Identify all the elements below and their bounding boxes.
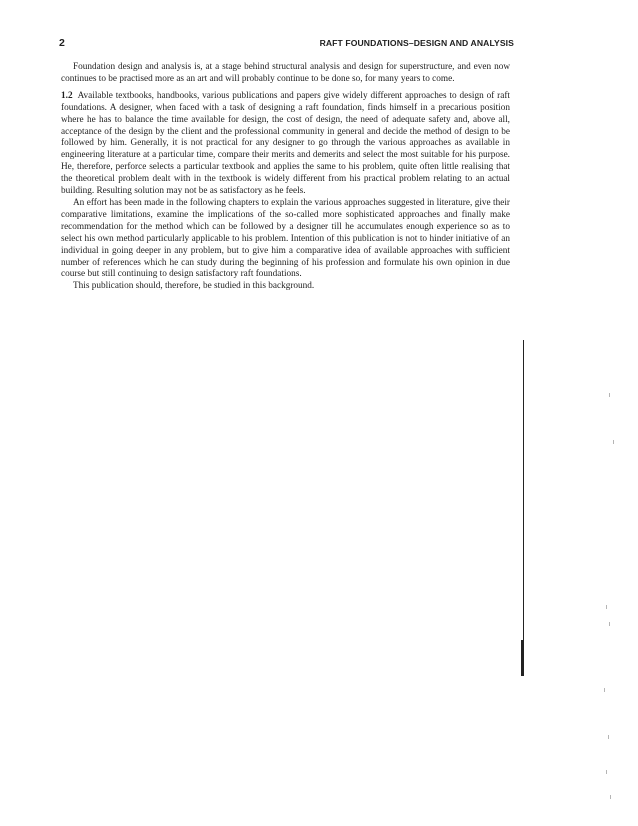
scan-speck [613, 440, 614, 444]
body-text [61, 62, 510, 293]
section-1-2-paragraph [61, 91, 510, 198]
scan-speck [608, 735, 609, 739]
intro-paragraph: Foundation design and analysis is, at a stage behind structural analysis and design for superstructure, and even now continues to be practised more as an art and will probably continue to be done so, for many years to come. [61, 62, 510, 84]
binding-edge-line [523, 340, 524, 673]
scan-speck [609, 622, 610, 626]
binding-edge-mark [521, 640, 524, 676]
scan-speck [609, 393, 610, 397]
scan-speck [610, 795, 611, 799]
effort-paragraph: An effort has been made in the following chapters to explain the various approaches suggested in literature, give their comparative limitations, examine the implications of the so-called more sophisticated approaches and finally make recommendation for the method which can be followed by a designer till he accumulates enough experience so as to select his own method particularly applicable to his problem. Intention of this publication is not to hinder initiative of an individual in going deeper in any problem, but to give him a comparative idea of available approaches with sufficient number of references which he can study during the beginning of his profession and formulate his own opinion in due course but still continuing to design satisfactory raft foundations. [61, 197, 510, 280]
section-number: 1.2 [61, 90, 73, 101]
scan-speck [606, 770, 607, 774]
section-text: Available textbooks, handbooks, various publications and papers give widely different approaches to design of raft foundations. A designer, when faced with a task of designing a raft foundation, finds himself in a precarious position where he has to balance the time available for design, the cost of design, the need of adequate safety and, above all, acceptance of the design by the client and the professional community in general and decide the method of design to be followed by him. Generally, it is not practical for any designer to go through the various approaches as available in engineering literature at a particular time, compare their merits and demerits and select the most suitable for his purpose. He, therefore, perforce selects a particular textbook and applies the same to his problem, quite often little realising that the theoretical problem dealt with in the textbook is widely different from his practical problem relating to an actual building. Resulting solution may not be as satisfactory as he feels. [61, 90, 510, 197]
running-title: RAFT FOUNDATIONS–DESIGN AND ANALYSIS [319, 38, 514, 48]
scan-speck [606, 605, 607, 609]
closing-paragraph: This publication should, therefore, be studied in this background. [73, 281, 315, 292]
scan-speck [604, 688, 605, 692]
running-head [59, 37, 514, 49]
page-number: 2 [59, 37, 65, 49]
